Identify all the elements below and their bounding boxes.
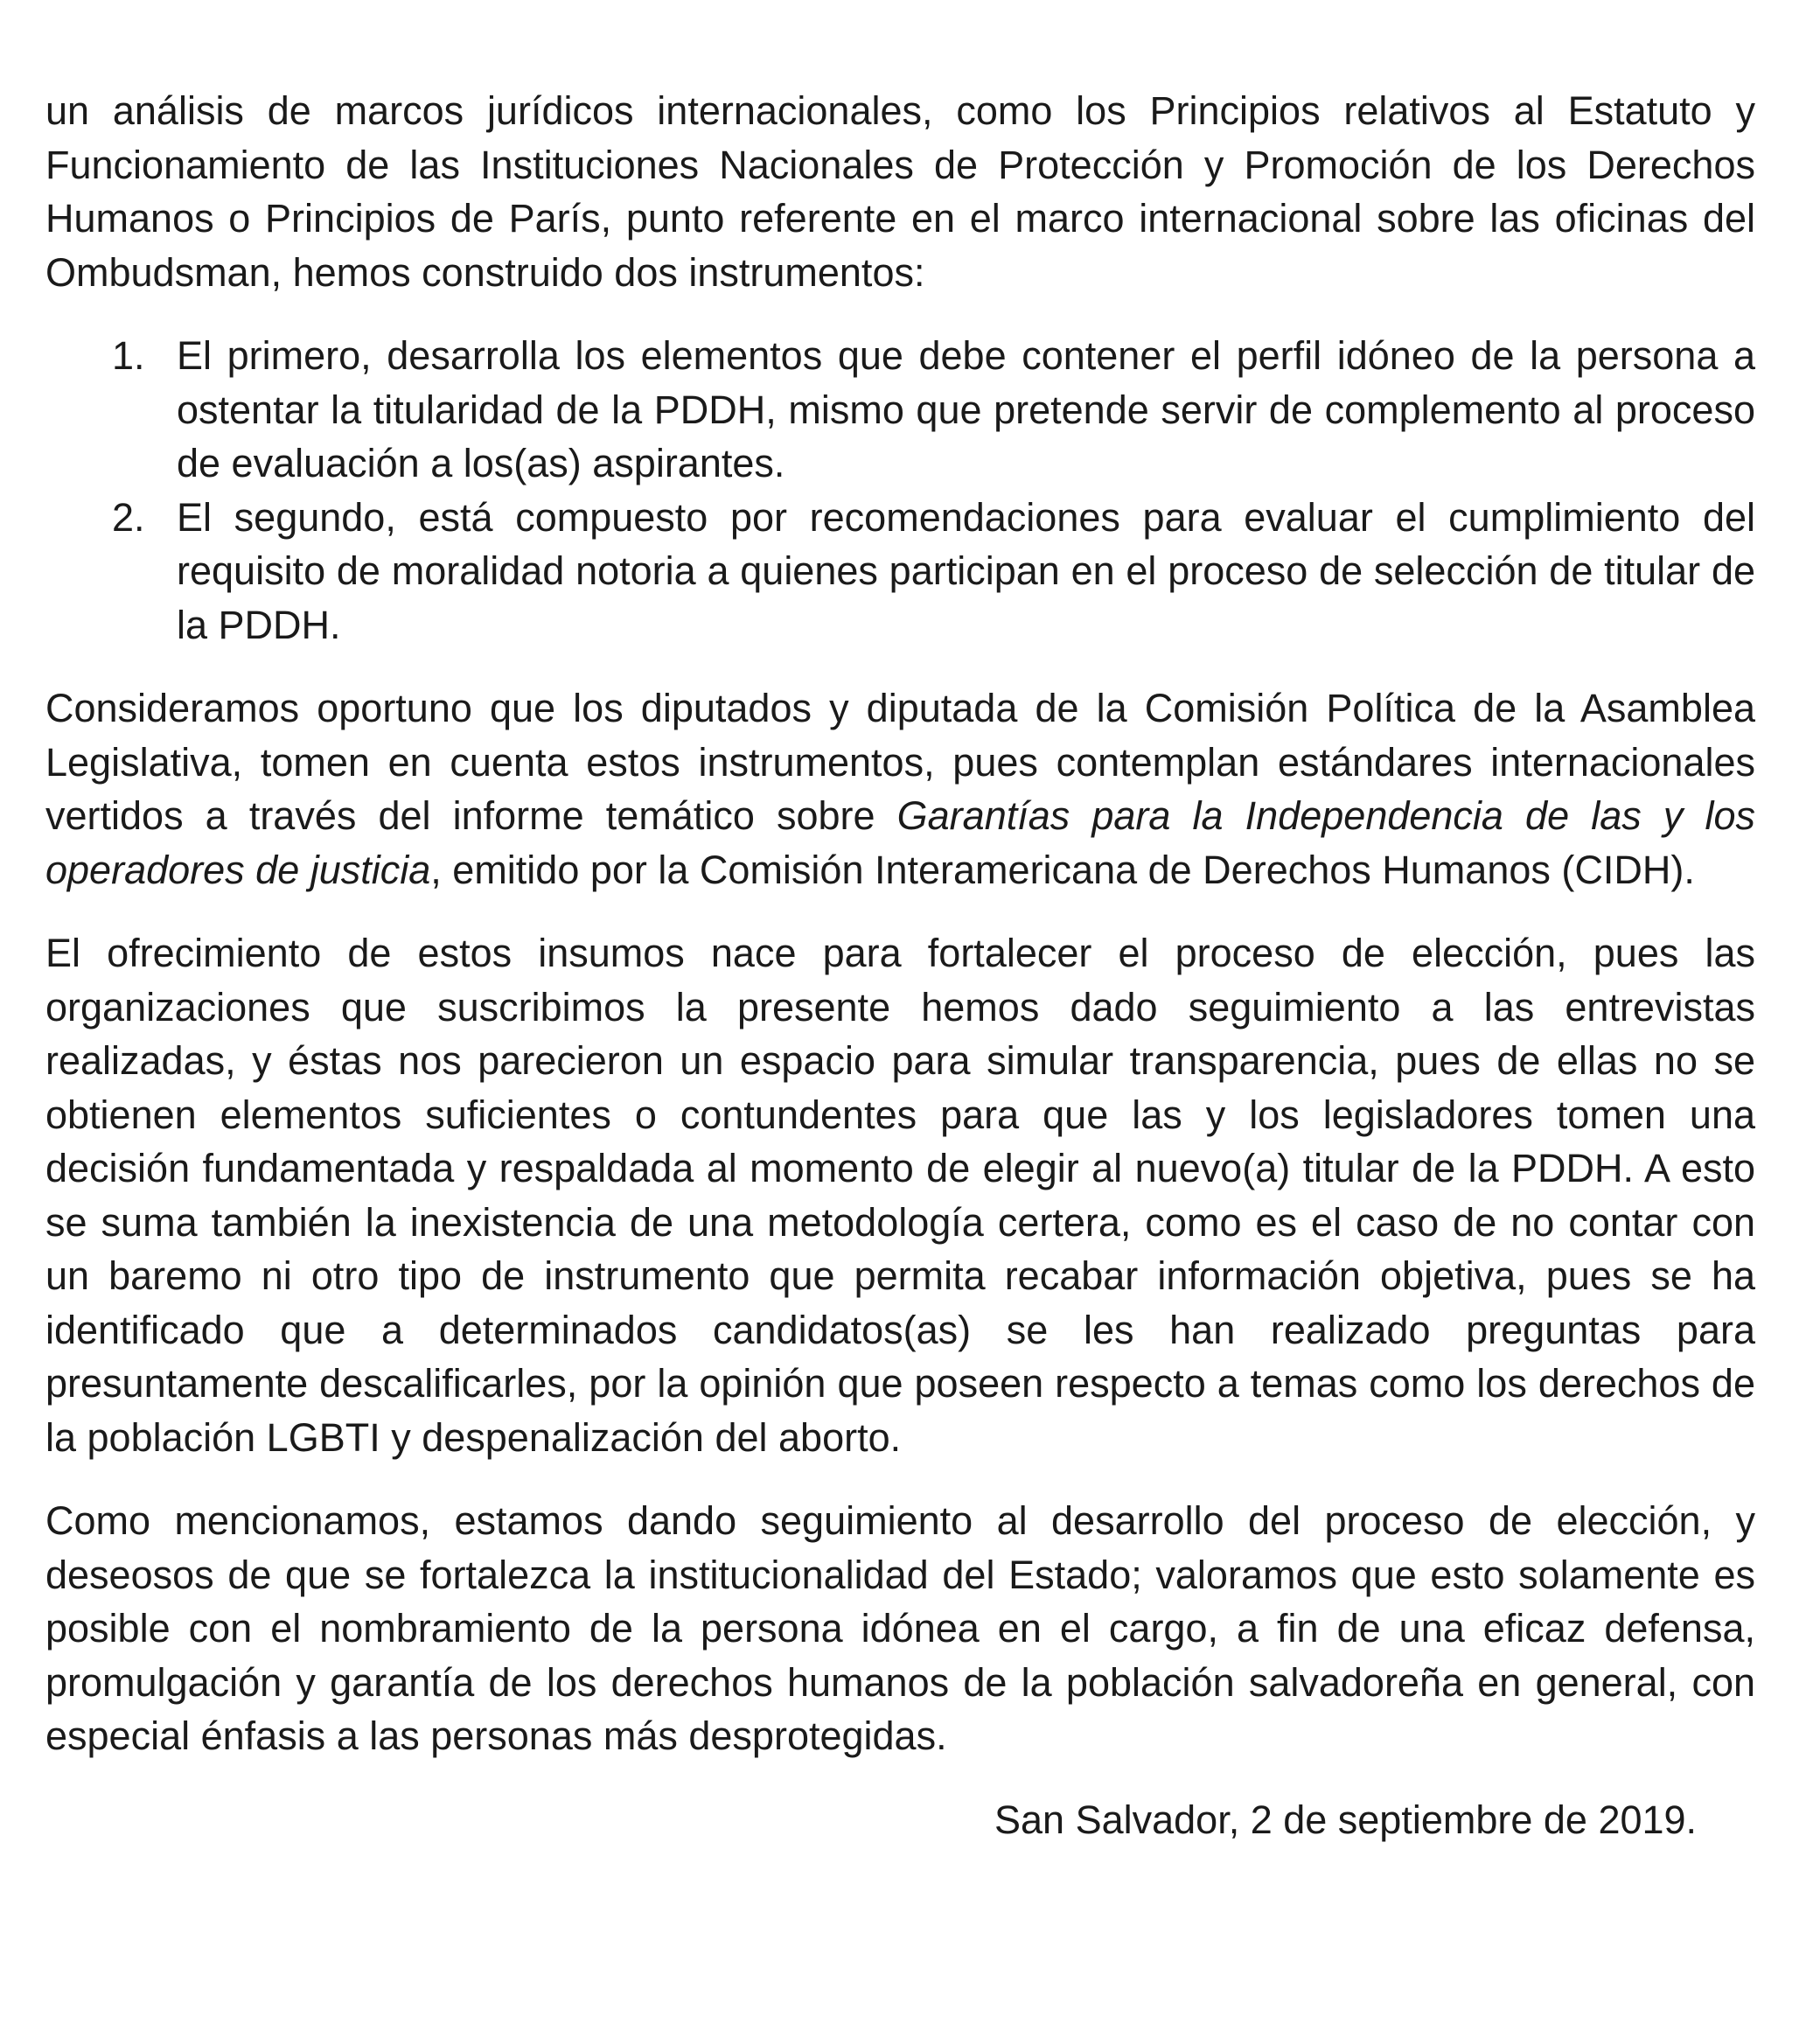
intro-paragraph: un análisis de marcos jurídicos internacionales, como los Principios relativos al Estatuto y Funcionamiento de las Instituciones Nacionales de Protección y Promoción de los Derechos Humanos o Principios de París, punto referente en el marco internacional sobre las oficinas del Ombudsman, hemos construido dos instrumentos: xyxy=(45,88,1755,295)
ofrecimiento-paragraph: El ofrecimiento de estos insumos nace para fortalecer el proceso de elección, pues las organizaciones que suscribimos la presente hemos dado seguimiento a las entrevistas realizadas, y éstas nos parecieron un espacio para simular transparencia, pues de ellas no se obtienen elementos suficientes o contundentes para que las y los legisladores tomen una decisión fundamentada y respaldada al momento de elegir al nuevo(a) titular de la PDDH. A esto se suma también la inexistencia de una metodología certera, como es el caso de no contar con un baremo ni otro tipo de instrumento que permita recabar información objetiva, pues se ha identificado que a determinados candidatos(as) se les han realizado preguntas para presuntamente descalificarles, por la opinión que poseen respecto a temas como los derechos de la población LGBTI y despenalización del aborto. xyxy=(45,931,1755,1460)
place-date: San Salvador, 2 de septiembre de 2019. xyxy=(994,1797,1698,1842)
report-title-italic: Garantías para la Independencia de las y los operadores de justicia xyxy=(45,793,1755,892)
instruments-list xyxy=(45,329,1755,652)
consideramos-paragraph xyxy=(45,681,1755,897)
paragraph-text: , emitido por la Comisión Interamericana de Derechos Humanos (CIDH). xyxy=(430,847,1695,892)
document-page xyxy=(45,84,1755,1846)
list-item-number: 1. xyxy=(112,333,145,378)
conclusion-paragraph: Como mencionamos, estamos dando seguimiento al desarrollo del proceso de elección, y deseosos de que se fortalezca la institucionalidad del Estado; valoramos que esto solamente es posible con el nombramiento de la persona idónea en el cargo, a fin de una eficaz defensa, promulgación y garantía de los derechos humanos de la población salvadoreña en general, con especial énfasis a las personas más desprotegidas. xyxy=(45,1498,1755,1758)
list-item-text: El segundo, está compuesto por recomendaciones para evaluar el cumplimiento del requisito de moralidad notoria a quienes participan en el proceso de selección de titular de la PDDH. xyxy=(177,494,1755,647)
list-item-text: El primero, desarrolla los elementos que debe contener el perfil idóneo de la persona a ostentar la titularidad de la PDDH, mismo que pretende servir de complemento al proceso de evaluación a los(as) aspirantes. xyxy=(177,333,1755,485)
list-item xyxy=(45,491,1755,653)
list-item xyxy=(45,329,1755,491)
paragraph-text: Consideramos oportuno que los diputados y diputada de la Comisión Política de la Asamblea Legislativa, tomen en cuenta estos instrumentos, pues contemplan estándares internacionales vertidos a través del informe temático sobre xyxy=(45,686,1755,838)
list-item-number: 2. xyxy=(112,494,145,540)
